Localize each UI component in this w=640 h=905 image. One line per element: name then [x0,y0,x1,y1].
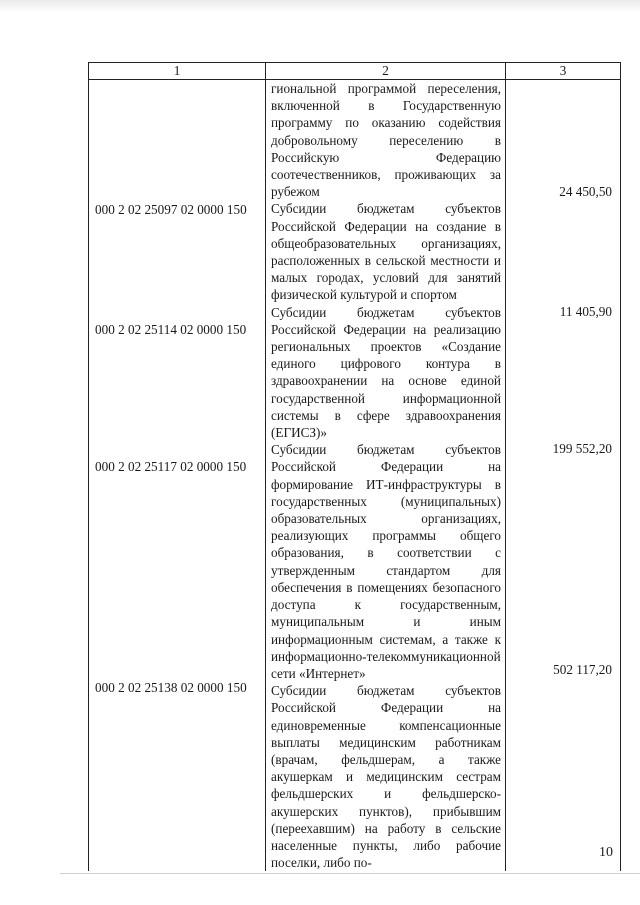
amount-column [506,80,621,872]
revenue-name: Субсидии бюджетам субъектов Российской Федерации на формирование ИТ-инфраструктуры в государственных (муниципальных) образовательных организациях, реализующих программы общего образования, в соответствии с утвержденным стандартом для обеспечения в помещениях безопасного доступа к государственным, муниципальным и иным информационным системам, а также к информационно-телекоммуникационной сети «Интернет» [271,442,501,681]
bottom-edge-line [60,873,640,874]
revenue-name: Субсидии бюджетам субъектов Российской Федерации на реализацию региональных проектов «Создание единого цифрового контура в здравоохранении на основе единой государственной информационной системы в сфере здравоохранения (ЕГИСЗ)» [271,304,501,441]
continuation-text: гиональной программой переселения, включенной в Государственную программу по оказанию содействия добровольному переселению в Российскую Федерацию соотечественников, проживающих за рубежом [271,81,501,200]
table-body-row [89,80,621,872]
revenue-amount: 199 552,20 [552,441,612,456]
revenue-code: 000 2 02 25097 02 0000 150 [95,202,247,217]
revenue-table [88,62,621,871]
code-column [89,80,266,872]
column-header-name: 2 [266,63,506,80]
page-top-shadow [0,0,640,12]
name-column [266,80,506,872]
revenue-code: 000 2 02 25138 02 0000 150 [95,680,247,695]
revenue-code: 000 2 02 25114 02 0000 150 [95,322,247,337]
revenue-amount: 24 450,50 [559,184,612,199]
column-header-amount: 3 [506,63,621,80]
header-row [89,63,621,80]
revenue-code: 000 2 02 25117 02 0000 150 [95,459,247,474]
column-header-code: 1 [89,63,266,80]
revenue-name: Субсидии бюджетам субъектов Российской Федерации на единовременные компенсационные выплаты медицинским работникам (врачам, фельдшерам, а также акушеркам и медицинским сестрам фельдшерских и фельдшерско-акушерских пунктов), прибывшим (переехавшим) на работу в сельские населенные пункты, либо рабочие поселки, либо по- [271,683,501,871]
revenue-amount: 11 405,90 [559,304,612,319]
page-number: 10 [599,845,613,860]
revenue-amount: 502 117,20 [553,662,612,677]
revenue-name: Субсидии бюджетам субъектов Российской Федерации на создание в общеобразовательных организациях, расположенных в сельской местности и малых городах, условий для занятий физической культурой и спортом [271,201,501,303]
